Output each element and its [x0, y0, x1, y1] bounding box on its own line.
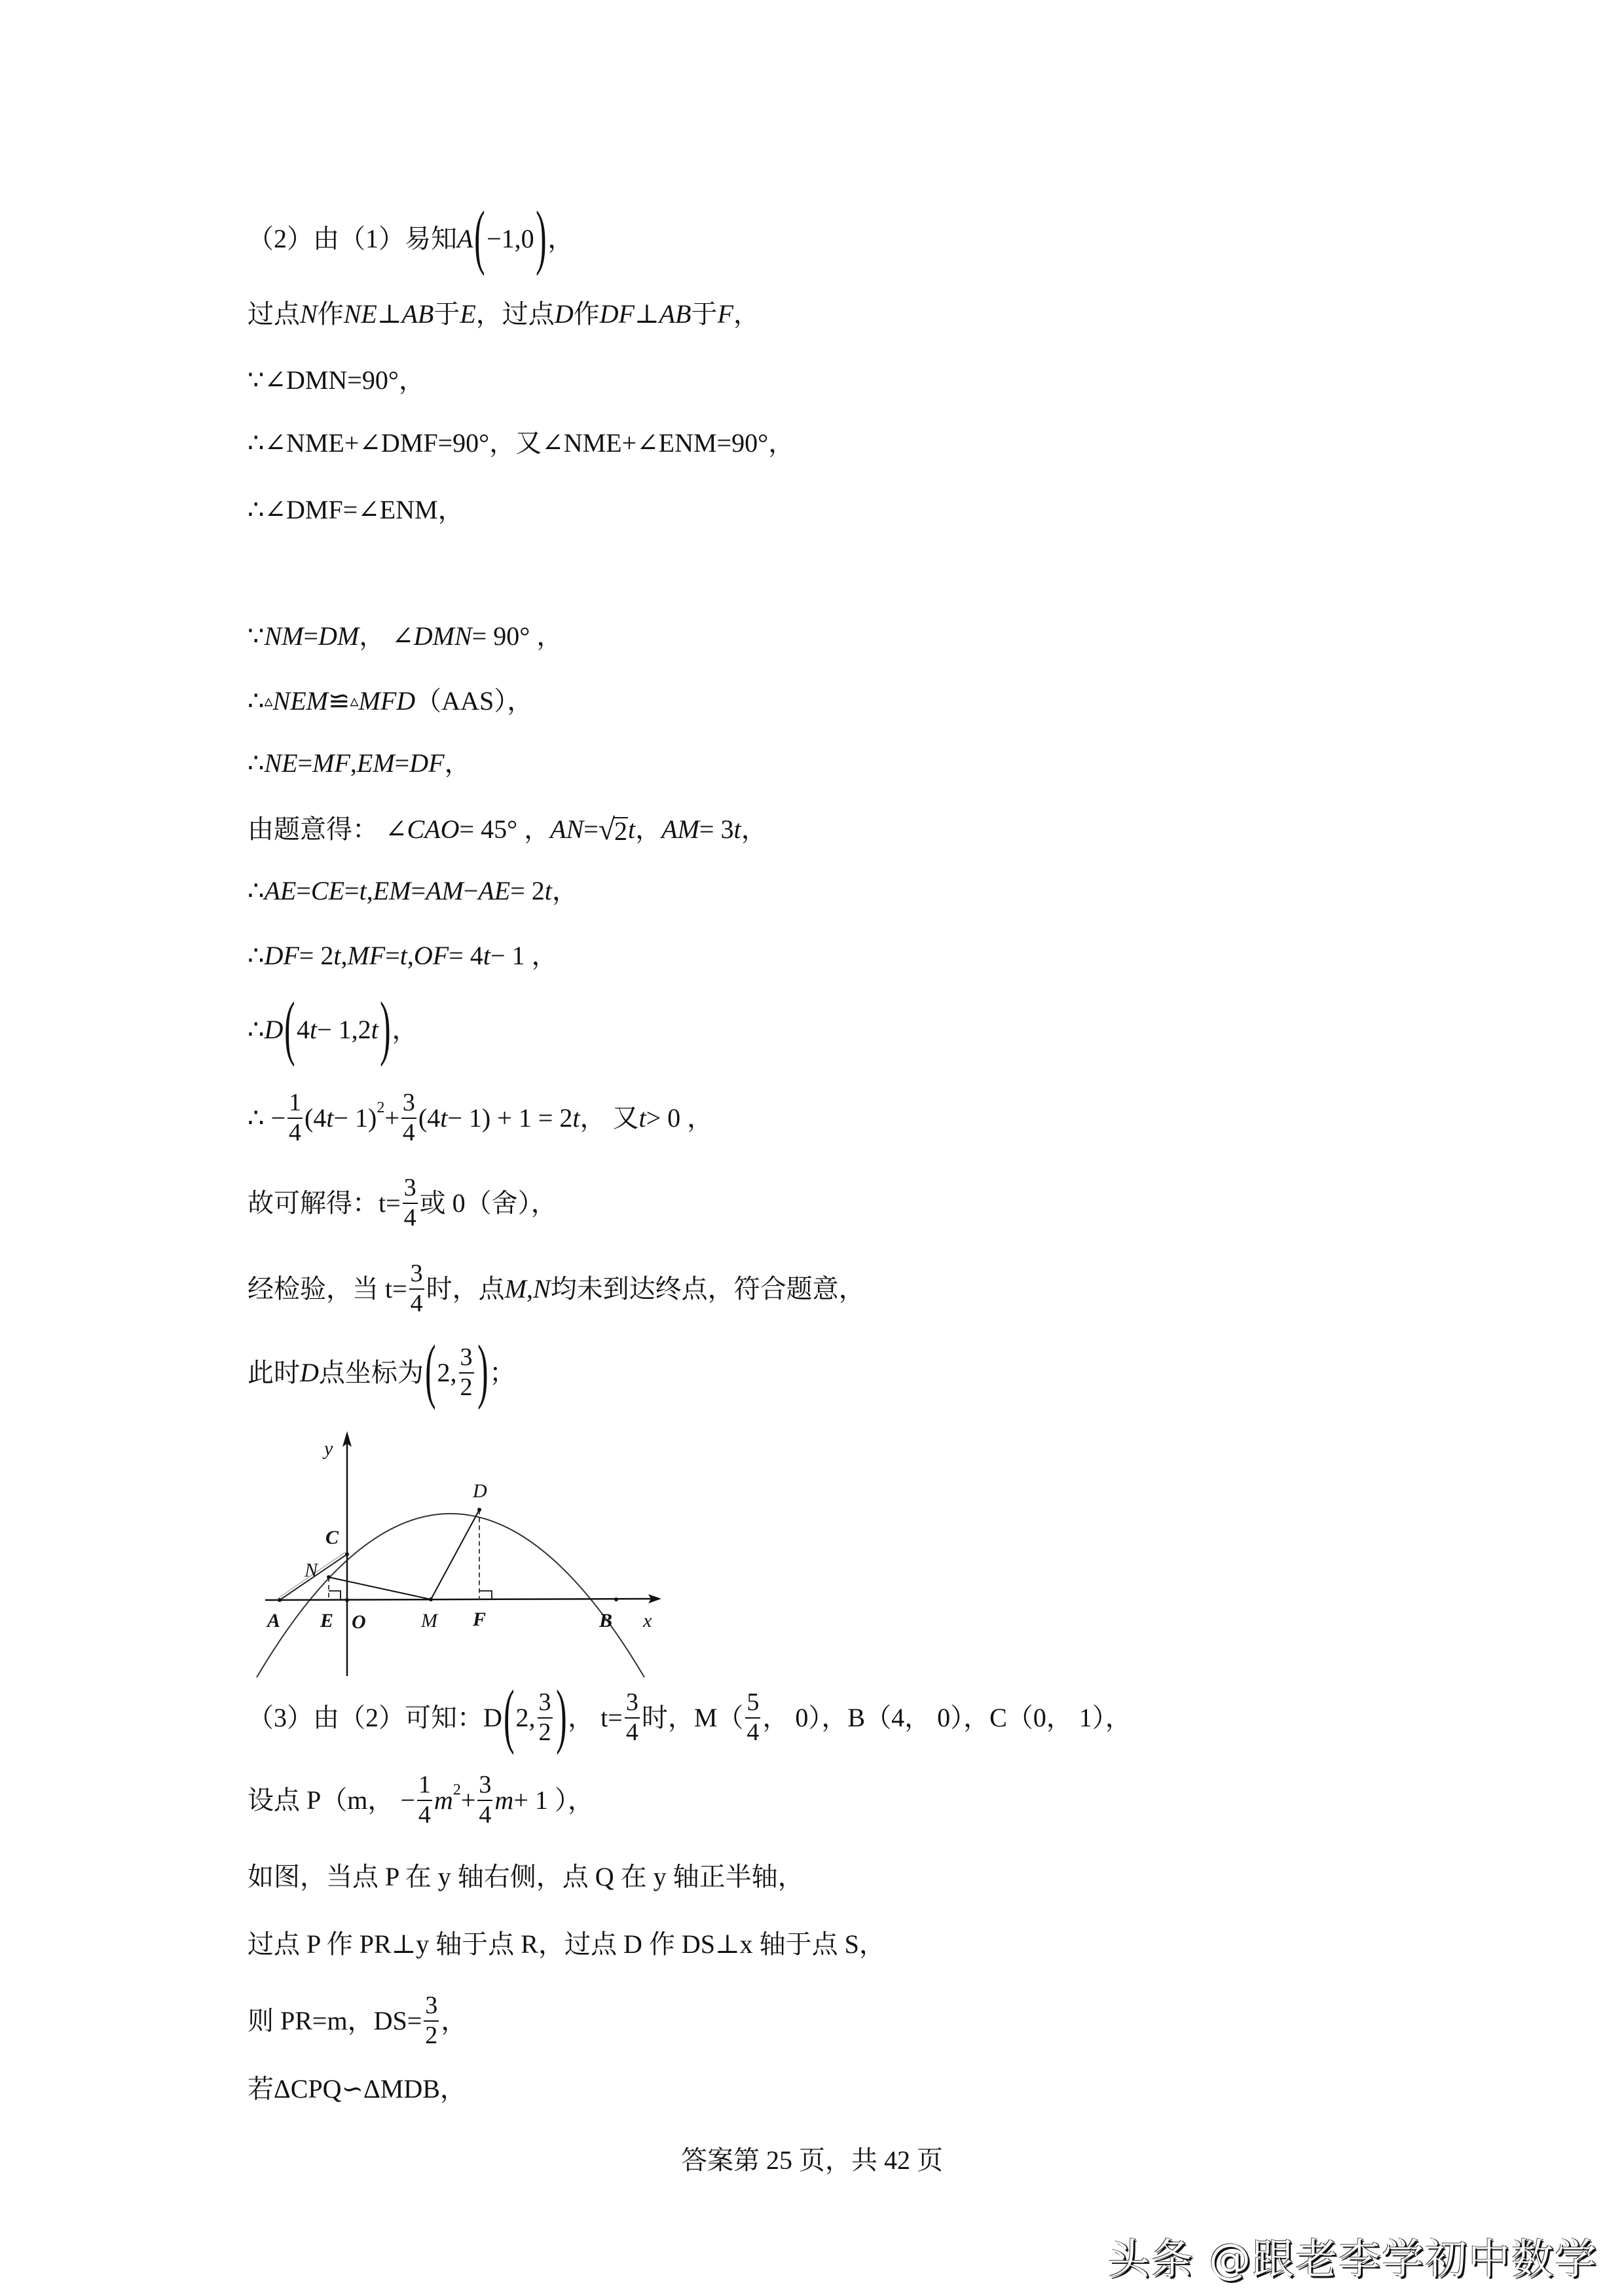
text-run: ∵∠DMN=90°， [248, 365, 425, 395]
text-run: 则 PR=m，DS= [248, 2006, 422, 2035]
solution-line [248, 1761, 594, 1840]
math-variable: t [483, 941, 490, 970]
text-run: 过点 P 作 PR⊥y 轴于点 R，过点 D 作 DS⊥x 轴于点 S， [248, 1929, 885, 1959]
text-run: 若ΔCPQ∽ΔMDB， [248, 2074, 466, 2104]
text-run: ⊥ [377, 299, 402, 329]
math-variable: t [733, 814, 741, 844]
math-variable: t [544, 876, 552, 905]
fraction [477, 1772, 492, 1829]
text-run: − 1) + 1 = 2 [447, 1103, 573, 1133]
text-run: 4 [296, 1015, 310, 1044]
label-F: F [473, 1609, 487, 1630]
text-run: ∴ [248, 748, 265, 778]
text-run: ， [441, 2006, 468, 2035]
page-footer: 答案第 25 页，共 42 页 [681, 2145, 943, 2175]
label-D: D [473, 1480, 487, 1502]
solution-line [248, 1250, 865, 1328]
text-run: , [341, 941, 348, 970]
math-variable: AN [550, 814, 584, 844]
text-run: 于 [434, 299, 460, 329]
segment-MD [431, 1510, 479, 1599]
superscript: 2 [377, 1099, 385, 1116]
text-run: = 3 [699, 814, 734, 844]
math-variable: NM [264, 621, 304, 651]
text-run: 过点 [248, 299, 300, 329]
label-E: E [320, 1610, 334, 1631]
denominator: 4 [625, 1719, 638, 1746]
math-variable: AM [661, 814, 699, 844]
text-run: 作 [317, 299, 344, 329]
math-variable: DF [409, 748, 445, 778]
math-variable: NE [264, 748, 298, 778]
fraction [459, 1345, 474, 1401]
text-run: ， [444, 748, 471, 778]
fraction [625, 1690, 640, 1746]
text-run: + 1 ）， [513, 1785, 594, 1815]
denominator: 4 [418, 1801, 431, 1829]
denominator: 4 [479, 1801, 492, 1829]
solution-line [248, 1330, 516, 1412]
text-run: ∴ [248, 1015, 265, 1044]
text-run: 均未到达终点，符合题意， [550, 1274, 865, 1303]
numerator: 1 [289, 1089, 302, 1117]
math-variable: AB [401, 299, 434, 329]
x-axis [265, 1599, 655, 1600]
label-N: N [304, 1559, 318, 1581]
denominator: 2 [460, 1374, 473, 1401]
math-variable: t [572, 1103, 580, 1133]
label-M: M [421, 1610, 437, 1631]
math-variable: EM [373, 876, 411, 905]
square-root [599, 814, 628, 845]
text-run: ， 又 [580, 1103, 639, 1133]
superscript: 2 [452, 1781, 461, 1798]
text-run: − [463, 876, 479, 905]
close-paren: ) [477, 1330, 489, 1410]
text-run: ， [392, 1015, 418, 1044]
solution-line [248, 2050, 466, 2128]
math-variable: EM [356, 748, 395, 778]
text-run: ∴ − [248, 1103, 286, 1133]
text-run: , [407, 941, 414, 970]
numerator: 3 [402, 1089, 415, 1117]
close-paren: ) [555, 1675, 567, 1755]
radical-icon: √ [598, 812, 616, 846]
text-run: ∴ [248, 686, 265, 716]
parabola-diagram [242, 1408, 674, 1683]
text-run: 于 [691, 299, 718, 329]
math-variable: AB [659, 299, 692, 329]
math-variable: M [504, 1274, 526, 1303]
text-run: 时，M（ [641, 1703, 744, 1732]
solution-line [248, 1079, 713, 1157]
text-run: ， [733, 299, 760, 329]
math-variable: N [300, 299, 318, 329]
text-run: , [366, 876, 373, 905]
label-A: A [267, 1610, 281, 1631]
text-run: (4 [304, 1103, 327, 1133]
fraction [745, 1690, 760, 1746]
text-run: ， 0），B（4， 0），C（0， 1）， [762, 1703, 1132, 1732]
text-run: ∴∠DMF=∠ENM， [248, 495, 464, 524]
numerator: 3 [410, 1260, 423, 1288]
text-run: ▵ [264, 691, 273, 710]
solution-line [248, 917, 558, 995]
x-axis-label: x [643, 1610, 652, 1631]
denominator: 4 [403, 1204, 416, 1231]
fraction [403, 1175, 418, 1231]
text-run: = 2 [299, 941, 334, 970]
text-run: ▵ [350, 691, 359, 710]
solution-line [248, 1675, 1132, 1757]
text-run: (4 [418, 1103, 441, 1133]
open-paren: ( [503, 1675, 515, 1755]
math-variable: OF [413, 941, 449, 970]
text-run: = [385, 941, 400, 970]
label-O: O [352, 1611, 366, 1633]
math-variable: D [264, 1015, 284, 1044]
text-run: , [526, 1274, 533, 1303]
parabola-curve [257, 1514, 644, 1677]
text-run: （AAS）， [415, 686, 534, 716]
math-variable: D [300, 1358, 319, 1387]
text-run: ， [551, 876, 578, 905]
text-run: = [583, 814, 599, 844]
text-run: − 1 ， [490, 941, 558, 970]
text-run: （3）由（2）可知：D [248, 1703, 502, 1732]
text-run: − 1) [333, 1103, 377, 1133]
solution-line [248, 1982, 467, 2060]
text-run: = 45° ， [459, 814, 551, 844]
math-variable: t [440, 1103, 448, 1133]
open-paren: ( [424, 1330, 436, 1410]
math-variable: t [371, 1015, 378, 1044]
text-run: = 4 [449, 941, 483, 970]
text-run: = [296, 876, 311, 905]
fraction [538, 1690, 553, 1746]
open-paren: ( [474, 196, 486, 276]
y-axis-label: y [324, 1438, 333, 1459]
fraction [424, 1993, 439, 2049]
math-variable: NE [343, 299, 377, 329]
math-variable: t [399, 941, 407, 970]
fraction [409, 1261, 424, 1317]
math-variable: NEM [272, 686, 328, 716]
math-variable: t [309, 1015, 318, 1044]
numerator: 3 [403, 1174, 416, 1202]
open-paren: ( [284, 987, 295, 1067]
math-variable: MFD [358, 686, 416, 716]
denominator: 4 [410, 1290, 423, 1317]
text-run: = [344, 876, 360, 905]
text-run: = 2 [510, 876, 545, 905]
text-run: ∵ [248, 621, 265, 651]
solution-line [248, 196, 574, 278]
math-variable: AE [264, 876, 297, 905]
solution-line [248, 1838, 804, 1916]
text-run: −1,0 [487, 224, 534, 253]
text-run: − 1,2 [317, 1015, 371, 1044]
text-run: ， t= [568, 1703, 623, 1732]
text-run: 此时 [248, 1358, 300, 1387]
math-variable: A [457, 224, 473, 253]
text-run: ， ∠ [359, 621, 414, 651]
math-variable: t [333, 941, 341, 970]
math-variable: CE [310, 876, 345, 905]
denominator: 2 [425, 2022, 438, 2049]
text-run: ，过点 [475, 299, 555, 329]
text-run: ∴∠NME+∠DMF=90°，又∠NME+∠ENM=90°， [248, 428, 795, 458]
solution-line [248, 987, 418, 1069]
math-variable: AE [478, 876, 511, 905]
text-run: ， [635, 814, 662, 844]
math-variable: DF [264, 941, 299, 970]
label-B: B [599, 1610, 613, 1631]
fraction [401, 1090, 416, 1146]
text-run: = [303, 621, 319, 651]
text-run: 作 [573, 299, 600, 329]
text-run: （2）由（1）易知 [248, 224, 457, 253]
text-run: = [297, 748, 313, 778]
numerator: 5 [747, 1688, 760, 1717]
denominator: 4 [747, 1719, 760, 1746]
math-variable: DM [318, 621, 360, 651]
math-variable: AM [426, 876, 464, 905]
text-run: ∴ [248, 876, 265, 905]
numerator: 3 [538, 1688, 551, 1717]
solution-line [248, 1905, 885, 1984]
math-variable: D [554, 299, 574, 329]
math-variable: DF [599, 299, 635, 329]
math-variable: E [460, 299, 476, 329]
math-variable: CAO [407, 814, 460, 844]
fraction [417, 1772, 432, 1829]
math-variable: MF [347, 941, 386, 970]
denominator: 4 [289, 1119, 302, 1146]
numerator: 3 [625, 1688, 638, 1717]
text-run: ； [489, 1358, 516, 1387]
segment-NM [329, 1577, 431, 1599]
close-paren: ) [535, 196, 547, 276]
text-run: 2, [515, 1703, 536, 1732]
text-run: ， [547, 224, 574, 253]
math-variable: N [533, 1274, 551, 1303]
math-variable: MF [312, 748, 350, 778]
text-run: ⊥ [634, 299, 659, 329]
text-run: 点坐标为 [318, 1358, 424, 1387]
text-run: ， [741, 814, 767, 844]
radicand: 2 [614, 816, 628, 846]
text-run: + [460, 1785, 476, 1815]
text-run: 或 0（舍）， [419, 1188, 557, 1218]
numerator: 1 [418, 1771, 431, 1799]
math-variable: t [638, 1103, 646, 1133]
text-run: 设点 P（m， − [248, 1785, 415, 1815]
solution-line [248, 1164, 557, 1243]
math-variable: DMN [413, 621, 472, 651]
math-variable: m [494, 1785, 514, 1815]
text-run: = [394, 748, 410, 778]
text-run: = [411, 876, 426, 905]
text-run: 由题意得： ∠ [248, 814, 407, 844]
math-variable: t [326, 1103, 334, 1133]
solution-line [248, 471, 464, 549]
numerator: 3 [425, 1992, 438, 2020]
text-run: 时，点 [426, 1274, 505, 1303]
denominator: 2 [538, 1719, 551, 1746]
close-paren: ) [379, 987, 391, 1067]
text-run: , [350, 748, 357, 778]
math-variable: t [628, 814, 636, 844]
text-run: ∴ [248, 941, 265, 970]
fraction [287, 1090, 303, 1146]
label-C: C [325, 1527, 339, 1548]
numerator: 3 [460, 1343, 473, 1372]
denominator: 4 [402, 1119, 415, 1146]
text-run: = 90° ， [471, 621, 563, 651]
text-run: 如图，当点 P 在 y 轴右侧，点 Q 在 y 轴正半轴， [248, 1862, 804, 1891]
text-run: 经检验，当 t= [248, 1274, 407, 1303]
math-variable: F [717, 299, 733, 329]
text-run: 故可解得：t= [248, 1188, 401, 1218]
math-variable: t [359, 876, 367, 905]
numerator: 3 [479, 1771, 492, 1799]
text-run: 2, [437, 1358, 457, 1387]
math-variable: m [434, 1785, 453, 1815]
watermark: 头条 @跟老李学初中数学 [1107, 2236, 1598, 2284]
text-run: > 0 ， [646, 1103, 714, 1133]
text-run: + [384, 1103, 399, 1133]
text-run: ≌ [327, 686, 350, 716]
